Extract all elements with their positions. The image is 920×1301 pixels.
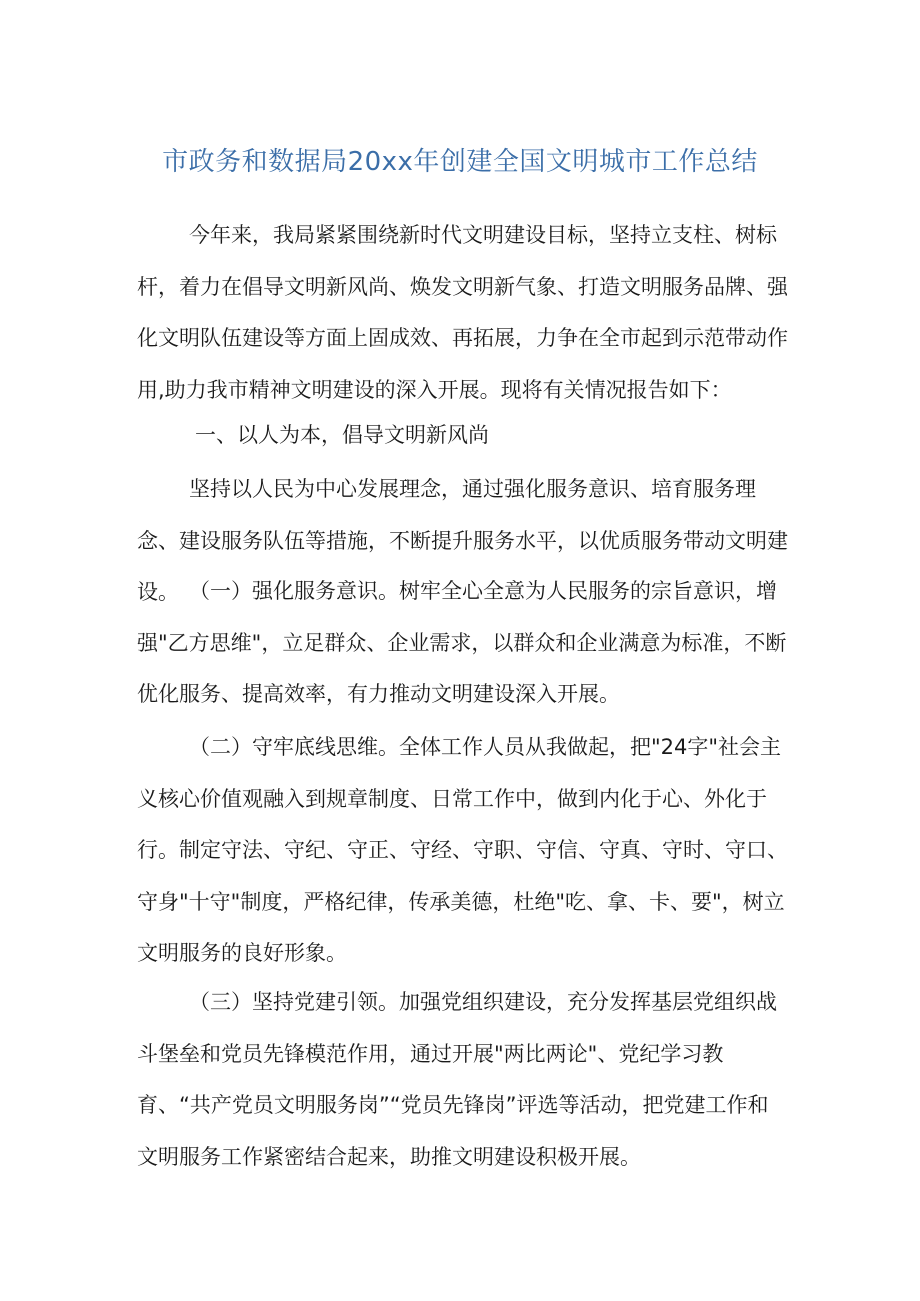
subsection-2-paragraph: （二）守牢底线思维。全体工作人员从我做起，把"24字"社会主义核心价值观融入到规章制度、日常工作中，做到内化于心、外化于行。制定守法、守纪、守正、守经、守职、守信、守真、守时、守口、守身"十守"制度，严格纪律，传承美德，杜绝"吃、拿、卡、要"，树立文明服务的良好形象。 (137, 735, 788, 965)
intro-paragraph: 今年来，我局紧紧围绕新时代文明建设目标，坚持立支柱、树标杆，着力在倡导文明新风尚、焕发文明新气象、打造文明服务品牌、强化文明队伍建设等方面上固成效、再拓展，力争在全市起到示范带动作用,助力我市精神文明建设的深入开展。现将有关情况报告如下： (137, 223, 788, 402)
section-1-heading: 一、以人为本，倡导文明新风尚 (195, 423, 489, 447)
document-title: 市政务和数据局20xx年创建全国文明城市工作总结 (162, 147, 758, 177)
subsection-3-paragraph: （三）坚持党建引领。加强党组织建设，充分发挥基层党组织战斗堡垒和党员先锋模范作用，通过开展"两比两论"、党纪学习教育、“共产党员文明服务岗”“党员先锋岗”评选等活动，把党建工作和文明服务工作紧密结合起来，助推文明建设积极开展。 (137, 990, 777, 1169)
subsection-1-paragraph: （一）强化服务意识。树牢全心全意为人民服务的宗旨意识，增强"乙方思维"，立足群众、企业需求，以群众和企业满意为标准，不断优化服务、提高效率，有力推动文明建设深入开展。 (137, 579, 787, 706)
section-1-paragraph: 坚持以人民为中心发展理念，通过强化服务意识、培育服务理念、建设服务队伍等措施，不断提升服务水平，以优质服务带动文明建设。 (137, 477, 788, 604)
